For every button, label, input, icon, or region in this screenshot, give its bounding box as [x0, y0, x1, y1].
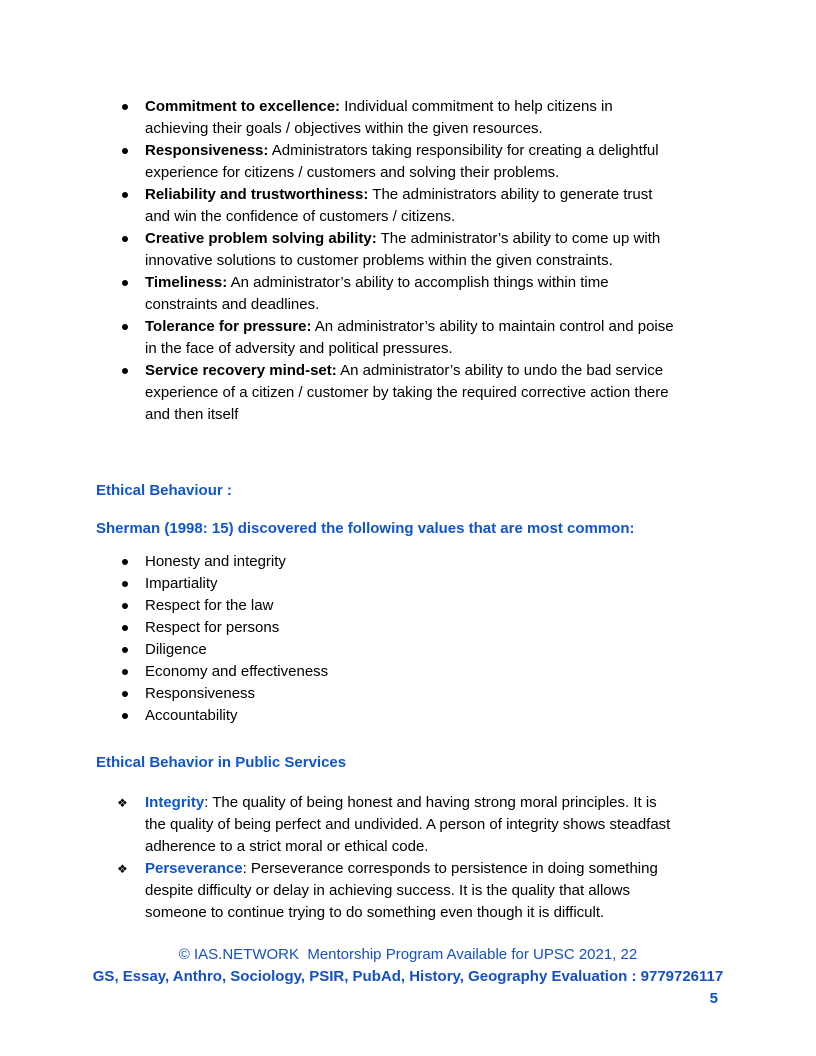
footer-evaluation-info: GS, Essay, Anthro, Sociology, PSIR, PubAd, History, Geography Evaluation : 9779726117: [92, 968, 724, 985]
page-footer: [0, 944, 816, 1010]
list-item: [96, 661, 680, 683]
list-item: [96, 272, 680, 316]
bullet-icon: [122, 236, 128, 242]
bullet-icon: [122, 192, 128, 198]
list-item-text: Reliability and trustworthiness: The administrators ability to generate trust and win the confidence of customers / citizens.: [145, 186, 653, 225]
bullet-icon: [122, 368, 128, 374]
list-item: [96, 228, 680, 272]
list-item-text: Integrity: The quality of being honest and having strong moral principles. It is the quality of being perfect and undivided. A person of integrity shows steadfast adherence to a strict moral or ethical code.: [145, 794, 671, 855]
list-item-text: Economy and effectiveness: [145, 663, 329, 680]
bullet-icon: [122, 104, 128, 110]
bullet-icon: [122, 669, 128, 675]
list-item: [96, 639, 680, 661]
list-item-text: Diligence: [145, 641, 207, 658]
list-item: [96, 96, 680, 140]
diamond-bullet-icon: ❖: [117, 796, 128, 810]
bullet-icon: [122, 603, 128, 609]
values-list: [96, 551, 680, 727]
list-item-text: Creative problem solving ability: The administrator’s ability to come up with innovative solutions to customer problems within the given constraints.: [145, 230, 661, 269]
list-item: [96, 792, 680, 858]
list-item-text: Commitment to excellence: Individual commitment to help citizens in achieving their goals / objectives within the given resources.: [145, 98, 613, 137]
list-item-text: Impartiality: [145, 575, 218, 592]
bullet-icon: [122, 559, 128, 565]
list-item-text: Respect for persons: [145, 619, 280, 636]
list-item-text: Tolerance for pressure: An administrator’s ability to maintain control and poise in the face of adversity and political pressures.: [145, 318, 674, 357]
ethics-list: [96, 792, 680, 924]
list-item-text: Accountability: [145, 707, 238, 724]
page-number: 5: [709, 990, 718, 1007]
bullet-icon: [122, 280, 128, 286]
bullet-icon: [122, 647, 128, 653]
list-item: [96, 705, 680, 727]
list-item: [96, 551, 680, 573]
qualities-list: [96, 96, 680, 426]
bullet-icon: [122, 691, 128, 697]
bullet-icon: [122, 581, 128, 587]
heading-sherman-values: Sherman (1998: 15) discovered the following values that are most common:: [96, 520, 635, 537]
list-item: [96, 573, 680, 595]
list-item-text: Responsiveness: [145, 685, 256, 702]
list-item-text: Timeliness: An administrator’s ability to accomplish things within time constraints and deadlines.: [145, 274, 609, 313]
list-item-text: Respect for the law: [145, 597, 274, 614]
list-item-text: Responsiveness: Administrators taking responsibility for creating a delightful experience for citizens / customers and solving their problems.: [145, 142, 659, 181]
list-item: [96, 683, 680, 705]
heading-ethical-behaviour: Ethical Behaviour :: [96, 482, 232, 499]
list-item: [96, 858, 680, 924]
list-item-text: Service recovery mind-set: An administrator’s ability to undo the bad service experience of a citizen / customer by taking the required corrective action there and then itself: [145, 362, 669, 423]
diamond-bullet-icon: ❖: [117, 862, 128, 876]
footer-copyright: © IAS.NETWORK Mentorship Program Available for UPSC 2021, 22: [178, 946, 638, 963]
heading-public-services: Ethical Behavior in Public Services: [96, 754, 347, 771]
bullet-icon: [122, 713, 128, 719]
list-item: [96, 316, 680, 360]
list-item: [96, 140, 680, 184]
list-item: [96, 595, 680, 617]
document-content: [96, 0, 680, 924]
list-item-text: Honesty and integrity: [145, 553, 286, 570]
bullet-icon: [122, 148, 128, 154]
list-item: [96, 617, 680, 639]
list-item-text: Perseverance: Perseverance corresponds to persistence in doing something despite difficulty or delay in achieving success. It is the quality that allows someone to continue trying to do something even though it is difficult.: [145, 860, 658, 921]
list-item: [96, 360, 680, 426]
list-item: [96, 184, 680, 228]
bullet-icon: [122, 625, 128, 631]
bullet-icon: [122, 324, 128, 330]
